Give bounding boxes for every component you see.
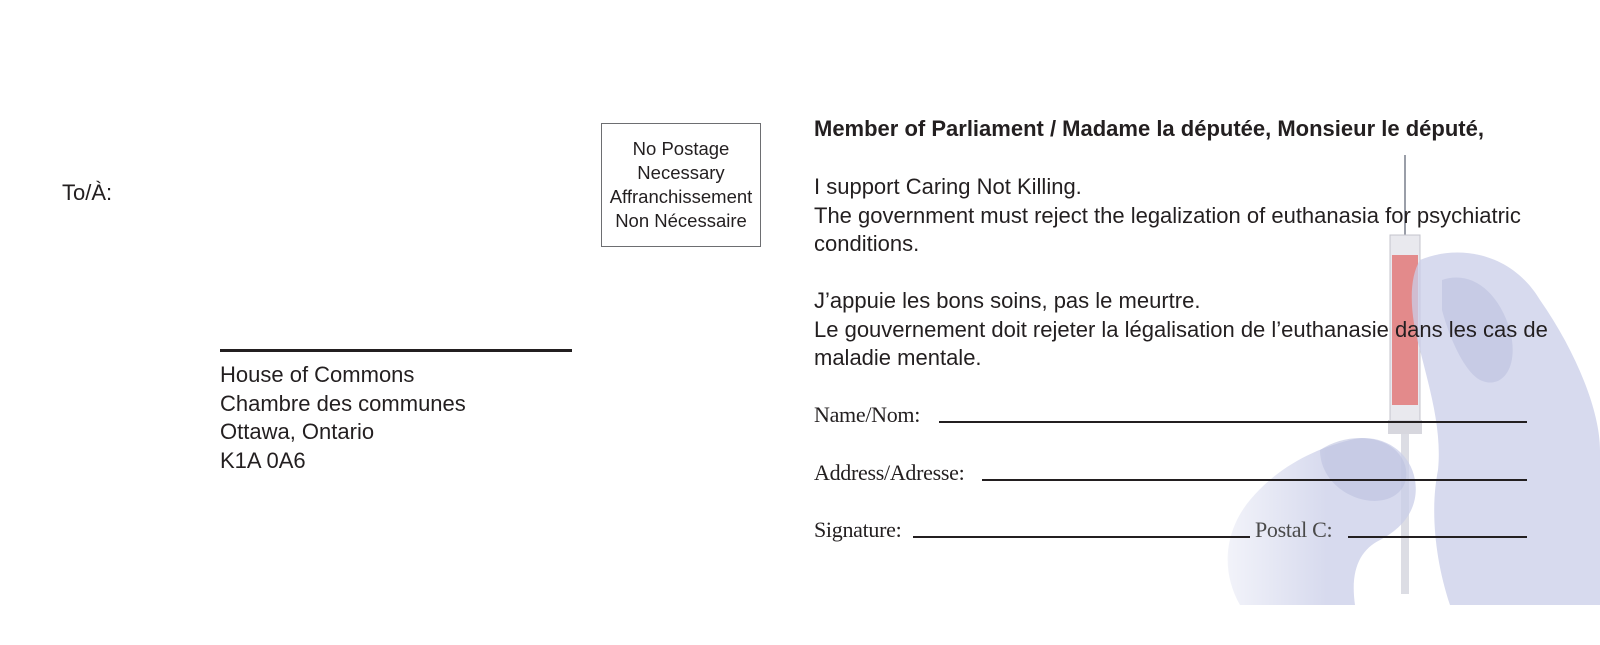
address-line: Chambre des communes <box>220 390 466 416</box>
message-line: I support Caring Not Killing. <box>814 174 1082 199</box>
name-field[interactable] <box>939 421 1527 423</box>
message-french <box>814 287 1554 373</box>
message-line: Le gouvernement doit rejeter la légalisation de l’euthanasie dans les cas de maladie mentale. <box>814 316 1548 370</box>
address-line: K1A 0A6 <box>220 447 306 473</box>
salutation: Member of Parliament / Madame la députée, Monsieur le député, <box>814 116 1484 141</box>
address-line: House of Commons <box>220 362 415 387</box>
name-label: Name/Nom: <box>814 402 921 427</box>
postage-line: No Postage <box>632 138 730 159</box>
to-label: To/À: <box>62 180 113 205</box>
message-line: J’appuie les bons soins, pas le meurtre. <box>814 288 1201 313</box>
address-field[interactable] <box>982 479 1527 481</box>
recipient-line <box>220 349 572 352</box>
postal-code-field[interactable] <box>1348 536 1527 538</box>
postage-line: Non Nécessaire <box>615 210 747 231</box>
address-line: Ottawa, Ontario <box>220 419 375 444</box>
postage-line: Necessary <box>637 162 725 183</box>
message-english <box>814 173 1554 259</box>
recipient-address <box>220 361 466 475</box>
address-label: Address/Adresse: <box>814 460 965 485</box>
postage-line: Affranchissement <box>609 186 753 207</box>
postal-code-label: Postal C: <box>1255 517 1333 542</box>
signature-field[interactable] <box>913 536 1250 538</box>
message-line: The government must reject the legalization of euthanasia for psychiatric conditions. <box>814 202 1521 256</box>
signature-label: Signature: <box>814 517 902 542</box>
postage-box <box>601 123 761 247</box>
